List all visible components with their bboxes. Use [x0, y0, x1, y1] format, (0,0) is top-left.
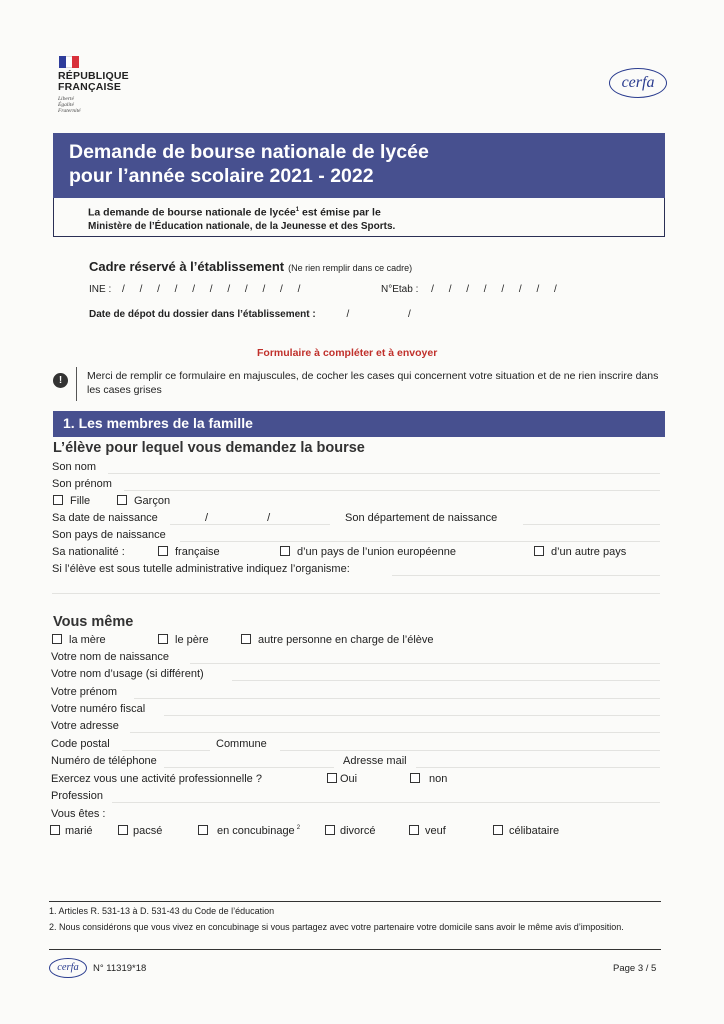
activite-oui-option[interactable]	[327, 773, 357, 785]
marie-checkbox[interactable]	[50, 825, 60, 835]
depot-field[interactable]	[89, 309, 439, 320]
intro-line1: La demande de bourse nationale de lycée	[88, 206, 296, 219]
prenom-input[interactable]	[134, 698, 660, 699]
republique-line: RÉPUBLIQUE	[58, 70, 129, 82]
oui-checkbox[interactable]	[327, 773, 337, 783]
non-checkbox[interactable]	[410, 773, 420, 783]
veuf-label: veuf	[425, 825, 446, 837]
cadre-title	[89, 259, 412, 274]
autre-personne-option[interactable]	[241, 634, 434, 646]
divorce-label: divorcé	[340, 825, 376, 837]
pere-checkbox[interactable]	[158, 634, 168, 644]
marie-label: marié	[65, 825, 93, 837]
departement-input[interactable]	[523, 524, 660, 525]
republique-francaise-logo	[58, 56, 129, 114]
cerfa-logo: cerfa	[609, 68, 667, 98]
depot-marks: / /	[346, 309, 439, 320]
son-prenom-input[interactable]	[124, 490, 660, 491]
fille-label: Fille	[70, 495, 91, 507]
ue-label: d’un pays de l’union européenne	[297, 546, 457, 558]
son-prenom-label: Son prénom	[52, 478, 112, 490]
nom-usage-input[interactable]	[232, 680, 660, 681]
netab-label: N°Etab :	[381, 284, 419, 295]
cerfa-number: N° 11319*18	[93, 963, 147, 974]
pacse-label: pacsé	[133, 825, 163, 837]
divorce-option[interactable]	[325, 825, 375, 837]
flag-icon	[59, 56, 79, 68]
footnote-rule	[49, 901, 661, 902]
cadre-title-text: Cadre réservé à l’établissement	[89, 259, 285, 274]
motto-fraternite: Fraternité	[58, 108, 81, 114]
departement-label: Son département de naissance	[345, 512, 498, 524]
telephone-input[interactable]	[164, 767, 334, 768]
fille-option[interactable]	[53, 495, 90, 507]
nationalite-autre[interactable]	[534, 546, 626, 558]
son-nom-input[interactable]	[108, 473, 660, 474]
fiscal-input[interactable]	[164, 715, 660, 716]
francaise-checkbox[interactable]	[158, 546, 168, 556]
footnote-2: 2. Nous considérons que vous vivez en concubinage si vous partagez avec votre partenaire votre domicile sans avoir le même avis d’imposition.	[49, 922, 624, 932]
fille-checkbox[interactable]	[53, 495, 63, 505]
date-naissance-label: Sa date de naissance	[52, 512, 158, 524]
veuf-checkbox[interactable]	[409, 825, 419, 835]
autre-personne-label: autre personne en charge de l’élève	[258, 634, 434, 646]
nom-usage-label: Votre nom d’usage (si différent)	[51, 668, 204, 680]
footer-rule	[49, 949, 661, 950]
tutelle-label: Si l’élève est sous tutelle administrative indiquez l’organisme:	[52, 563, 350, 575]
celibataire-checkbox[interactable]	[493, 825, 503, 835]
pays-naissance-input[interactable]	[180, 541, 660, 542]
ue-checkbox[interactable]	[280, 546, 290, 556]
tutelle-input-line2[interactable]	[52, 593, 660, 594]
ine-label: INE :	[89, 284, 112, 295]
fiscal-label: Votre numéro fiscal	[51, 703, 146, 715]
motto-liberte: Liberté	[58, 96, 74, 102]
autre-personne-checkbox[interactable]	[241, 634, 251, 644]
code-postal-input[interactable]	[122, 750, 210, 751]
profession-input[interactable]	[112, 802, 660, 803]
title-line1: Demande de bourse nationale de lycée	[69, 141, 429, 163]
activite-non-option[interactable]	[410, 773, 447, 785]
formulaire-notice: Formulaire à compléter et à envoyer	[257, 347, 438, 359]
francaise-line: FRANÇAISE	[58, 81, 122, 93]
marie-option[interactable]	[50, 825, 93, 837]
concubinage-checkbox[interactable]	[198, 825, 208, 835]
cerfa-footer-logo: cerfa	[49, 958, 87, 978]
section-title: 1. Les membres de la famille	[53, 411, 665, 437]
activite-label: Exercez vous une activité professionnelle ?	[51, 773, 262, 785]
ine-marks: / / / / / / / / / / /	[122, 284, 307, 295]
date-naissance-input[interactable]	[170, 524, 330, 525]
vous-etes-label: Vous êtes :	[51, 808, 106, 820]
nationalite-label: Sa nationalité :	[52, 546, 125, 558]
netab-marks: / / / / / / / /	[431, 284, 563, 295]
garcon-label: Garçon	[134, 495, 171, 507]
footnote-ref-2: 2	[296, 825, 301, 832]
concubinage-option[interactable]	[198, 825, 300, 837]
intro-line1-end: est émise par le	[299, 206, 381, 219]
mere-label: la mère	[69, 634, 106, 646]
oui-label: Oui	[340, 773, 358, 785]
commune-input[interactable]	[280, 750, 660, 751]
veuf-option[interactable]	[409, 825, 446, 837]
mail-label: Adresse mail	[343, 755, 407, 767]
non-label: non	[429, 773, 448, 785]
cadre-note: (Ne rien remplir dans ce cadre)	[288, 263, 413, 273]
concubinage-label: en concubinage	[217, 825, 295, 837]
pere-label: le père	[175, 634, 209, 646]
motto-egalite: Égalité	[58, 102, 74, 108]
pacse-checkbox[interactable]	[118, 825, 128, 835]
info-text: Merci de remplir ce formulaire en majuscules, de cocher les cases qui concernent votre situation et de ne rien inscrire dans les cases grises	[87, 370, 659, 396]
intro-box	[53, 198, 665, 237]
celibataire-label: célibataire	[509, 825, 560, 837]
ine-field[interactable]	[89, 284, 306, 295]
nom-naissance-label: Votre nom de naissance	[51, 651, 170, 663]
nationalite-ue[interactable]	[280, 546, 456, 558]
adresse-label: Votre adresse	[51, 720, 119, 732]
pays-naissance-label: Son pays de naissance	[52, 529, 166, 541]
francaise-label: française	[175, 546, 220, 558]
prenom-label: Votre prénom	[51, 686, 118, 698]
mail-input[interactable]	[416, 767, 660, 768]
netab-field[interactable]	[381, 284, 563, 295]
title-line2: pour l’année scolaire 2021 - 2022	[69, 165, 374, 187]
eleve-heading: L’élève pour lequel vous demandez la bourse	[53, 440, 365, 456]
celibataire-option[interactable]	[493, 825, 559, 837]
info-separator	[76, 367, 77, 401]
adresse-input[interactable]	[130, 732, 660, 733]
footnote-1: 1. Articles R. 531-13 à D. 531-43 du Code de l’éducation	[49, 906, 275, 916]
exclamation-icon: !	[53, 373, 68, 388]
garcon-option[interactable]	[117, 495, 170, 507]
vous-heading: Vous même	[53, 614, 134, 630]
nationalite-francaise[interactable]	[158, 546, 220, 558]
form-title	[53, 133, 665, 198]
profession-label: Profession	[51, 790, 103, 802]
tutelle-input[interactable]	[392, 575, 660, 576]
footnote-ref-1: 1	[295, 207, 300, 213]
code-postal-label: Code postal	[51, 738, 110, 750]
depot-label: Date de dépot du dossier dans l’établissement :	[89, 309, 316, 320]
page-number: Page 3 / 5	[613, 963, 657, 974]
son-nom-label: Son nom	[52, 461, 97, 473]
pacse-option[interactable]	[118, 825, 162, 837]
intro-line2: Ministère de l’Éducation nationale, de la Jeunesse et des Sports.	[88, 220, 396, 232]
garcon-checkbox[interactable]	[117, 495, 127, 505]
commune-label: Commune	[216, 738, 267, 750]
autre-pays-checkbox[interactable]	[534, 546, 544, 556]
date-naissance-marks: / /	[205, 512, 299, 524]
nom-naissance-input[interactable]	[190, 663, 660, 664]
autre-pays-label: d’un autre pays	[551, 546, 627, 558]
mere-option[interactable]	[52, 634, 106, 646]
pere-option[interactable]	[158, 634, 209, 646]
divorce-checkbox[interactable]	[325, 825, 335, 835]
mere-checkbox[interactable]	[52, 634, 62, 644]
telephone-label: Numéro de téléphone	[51, 755, 157, 767]
